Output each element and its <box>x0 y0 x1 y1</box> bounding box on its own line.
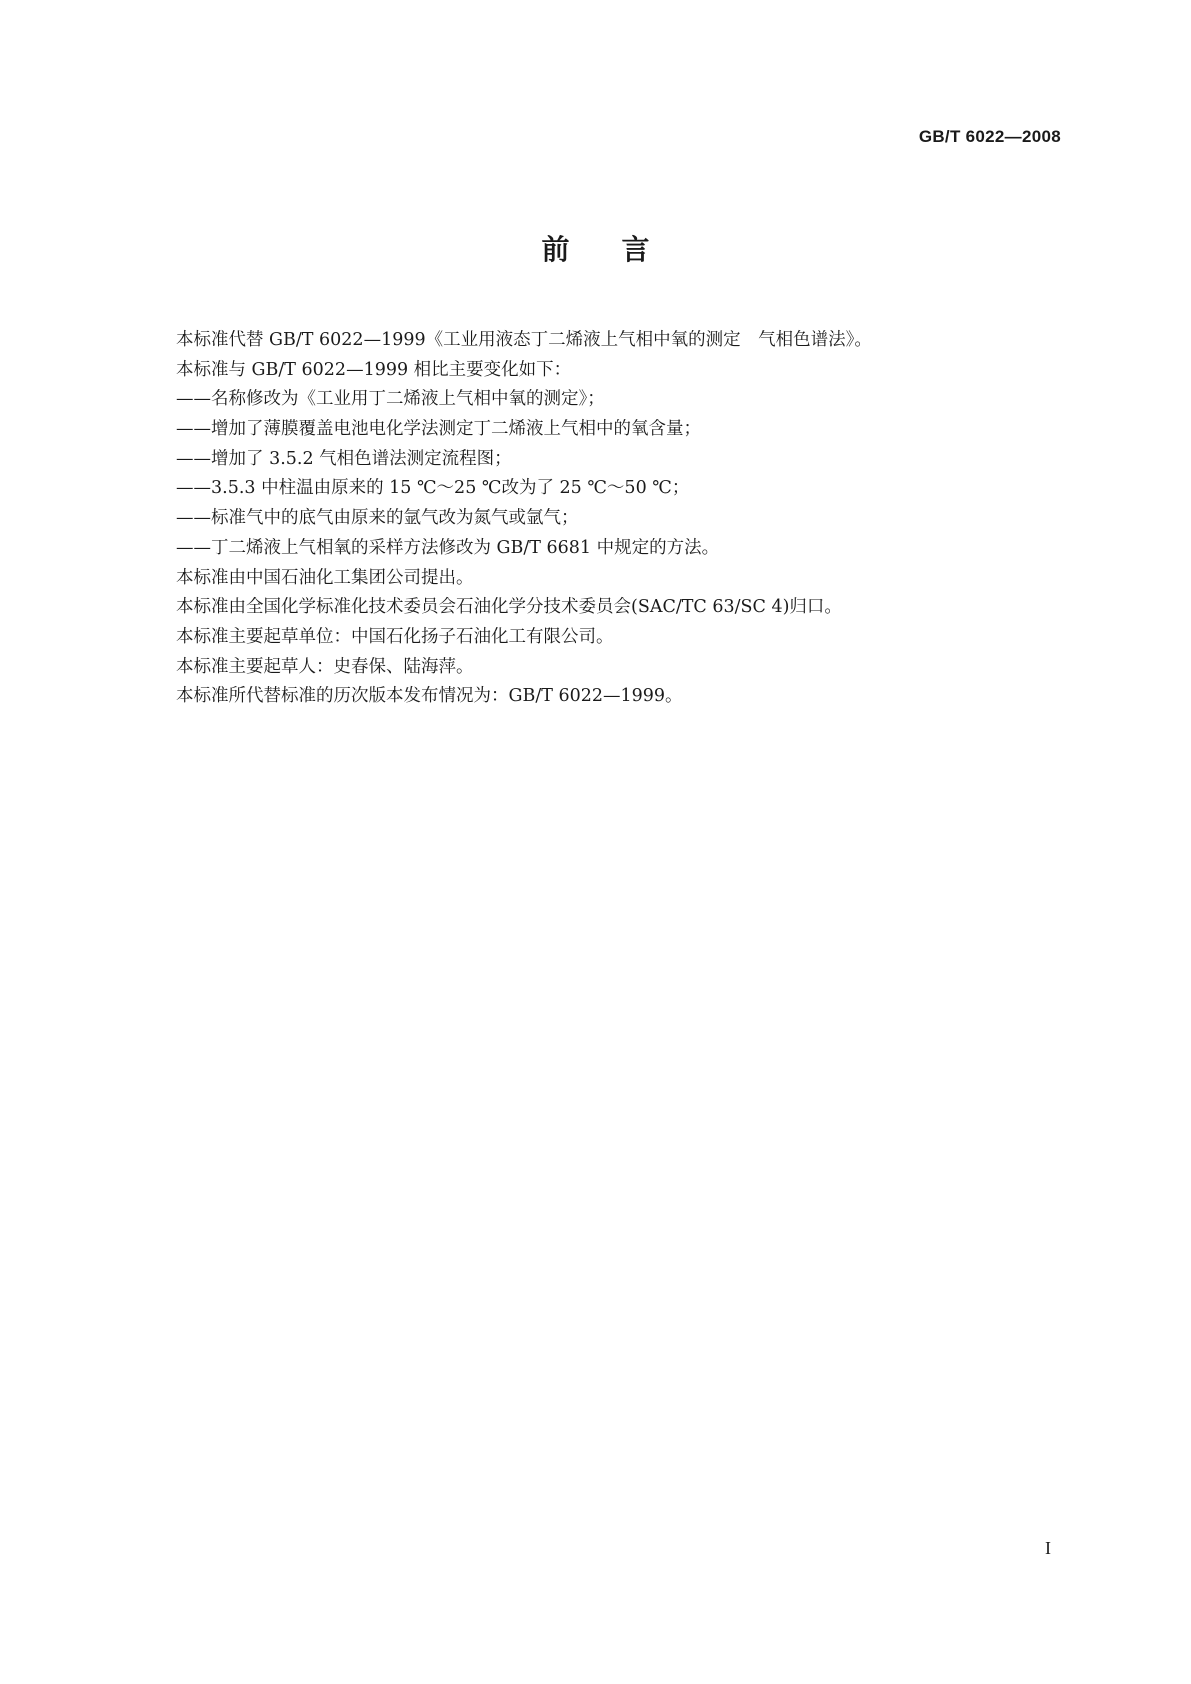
paragraph-proposed-by: 本标准由中国石油化工集团公司提出。 <box>176 567 474 588</box>
paragraph-version-history: 本标准所代替标准的历次版本发布情况为：GB/T 6022—1999。 <box>176 686 683 707</box>
standard-code: GB/T 6022—2008 <box>918 127 1061 146</box>
page-title: 前言 <box>541 233 702 266</box>
change-item-sampling: ——丁二烯液上气相氧的采样方法修改为 GB/T 6681 中规定的方法。 <box>176 537 720 558</box>
change-item-name: ——名称修改为《工业用丁二烯液上气相中氧的测定》； <box>176 389 605 410</box>
paragraph-drafting-unit: 本标准主要起草单位：中国石化扬子石油化工有限公司。 <box>176 626 614 647</box>
paragraph-governed-by: 本标准由全国化学标准化技术委员会石油化学分技术委员会(SAC/TC 63/SC 4)归口。 <box>176 597 842 618</box>
change-item-base-gas: ——标准气中的底气由原来的氩气改为氮气或氩气； <box>176 508 579 529</box>
page-number: I <box>1045 1538 1051 1558</box>
preface-body <box>176 326 1056 712</box>
paragraph-changes-intro: 本标准与 GB/T 6022—1999 相比主要变化如下： <box>176 359 572 380</box>
change-item-electrochemical: ——增加了薄膜覆盖电池电化学法测定丁二烯液上气相中的氧含量； <box>176 419 701 440</box>
change-item-column-temp: ——3.5.3 中柱温由原来的 15 ℃～25 ℃改为了 25 ℃～50 ℃； <box>176 478 690 499</box>
paragraph-replaces: 本标准代替 GB/T 6022—1999《工业用液态丁二烯液上气相中氧的测定 气相色谱法》。 <box>176 330 872 350</box>
change-item-flowchart: ——增加了 3.5.2 气相色谱法测定流程图； <box>176 448 512 469</box>
paragraph-drafters: 本标准主要起草人：史春保、陆海萍。 <box>176 656 474 677</box>
